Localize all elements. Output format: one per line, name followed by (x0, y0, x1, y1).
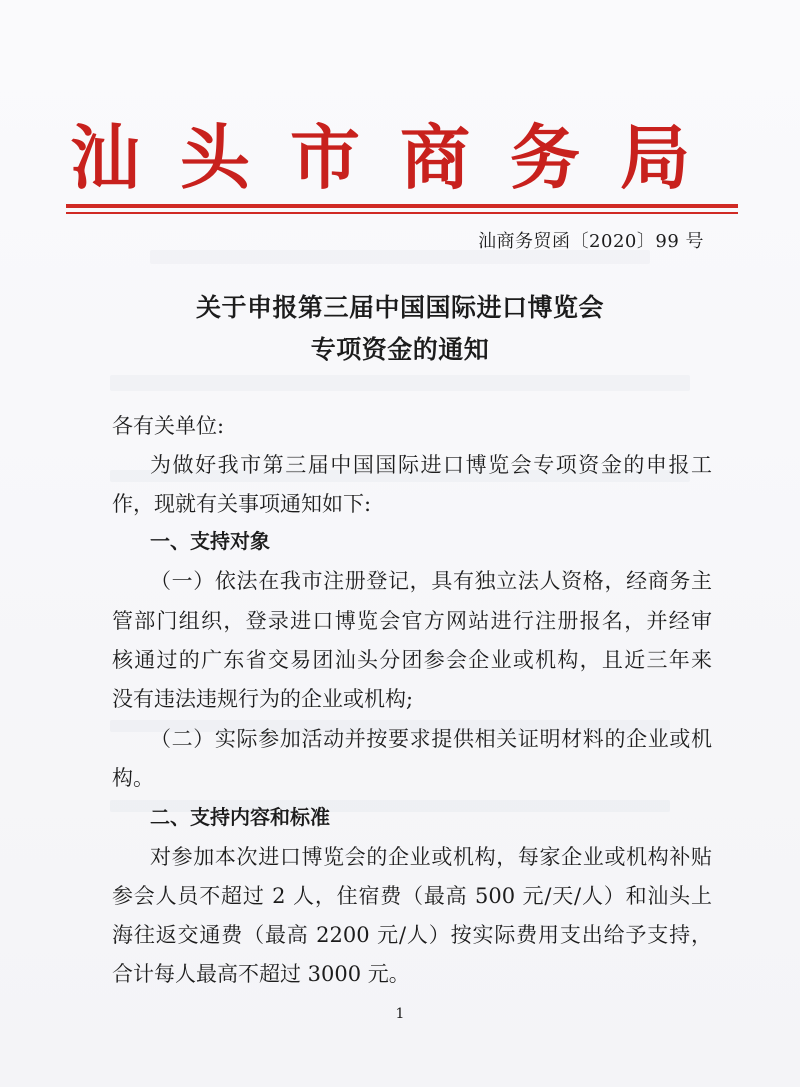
paragraph-line: 没有违法违规行为的企业或机构; (112, 687, 414, 711)
document-number: 汕商务贸函〔2020〕99 号 (478, 231, 704, 252)
notice-title-line-2: 专项资金的通知 (310, 335, 490, 364)
letterhead-rule-thick (66, 204, 738, 208)
scan-bleed (110, 375, 690, 391)
paragraph-line: 核通过的广东省交易团汕头分团参会企业或机构，且近三年来 (112, 648, 712, 672)
section-heading-1: 一、支持对象 (150, 529, 270, 553)
paragraph-line: 构。 (112, 766, 154, 790)
paragraph-line: 合计每人最高不超过 3000 元。 (112, 962, 410, 986)
intro-line: 为做好我市第三届中国国际进口博览会专项资金的申报工 (150, 453, 712, 477)
issuing-authority-title: 汕头市商务局 (70, 116, 730, 199)
paragraph-line: 对参加本次进口博览会的企业或机构，每家企业或机构补贴 (150, 845, 712, 869)
page-number: 1 (395, 1006, 405, 1022)
notice-title-line-1: 关于申报第三届中国国际进口博览会 (195, 293, 604, 322)
paragraph-line: 海往返交通费（最高 2200 元/人）按实际费用支出给予支持， (112, 923, 712, 947)
letterhead-rule-thin (66, 212, 738, 214)
paragraph-line: 参会人员不超过 2 人，住宿费（最高 500 元/天/人）和汕头上 (112, 884, 712, 908)
addressee: 各有关单位: (112, 414, 225, 438)
section-heading-2: 二、支持内容和标准 (150, 805, 330, 829)
intro-line: 作，现就有关事项通知如下: (112, 492, 372, 516)
paragraph-line: （二）实际参加活动并按要求提供相关证明材料的企业或机 (150, 727, 712, 751)
paragraph-line: （一）依法在我市注册登记，具有独立法人资格，经商务主 (150, 569, 712, 593)
paragraph-line: 管部门组织，登录进口博览会官方网站进行注册报名，并经审 (112, 609, 712, 633)
